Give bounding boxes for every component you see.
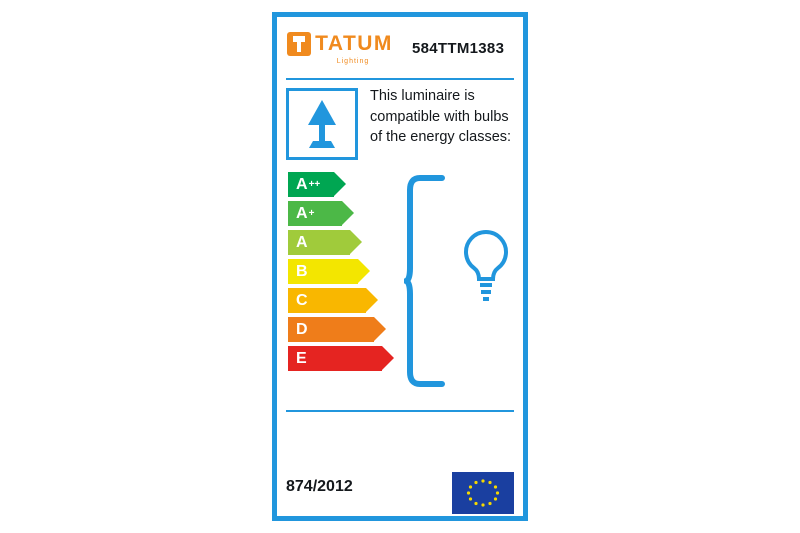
- energy-label-card: [264, 4, 536, 529]
- label-header: [284, 22, 516, 74]
- tatum-logo-icon: [287, 32, 311, 56]
- divider-bottom: [286, 410, 514, 412]
- energy-class-suffix: +: [308, 207, 315, 219]
- brand-tagline: Lighting: [336, 57, 370, 65]
- divider-top: [286, 78, 514, 80]
- energy-class-row: [288, 288, 398, 313]
- statement-text: This luminaire is compatible with bulbs of the energy classes:: [370, 88, 512, 146]
- energy-class-row: [288, 230, 398, 255]
- light-bulb-icon: [466, 232, 506, 299]
- energy-class-letter: B: [296, 262, 308, 280]
- brand-logo: [284, 32, 396, 65]
- curly-brace-icon: [406, 178, 442, 384]
- energy-class-list: [288, 172, 398, 375]
- energy-class-row: [288, 259, 398, 284]
- energy-class-letter: A: [296, 233, 308, 251]
- energy-class-row: [288, 201, 398, 226]
- energy-class-letter: C: [296, 291, 308, 309]
- energy-class-letter: A: [296, 175, 308, 193]
- label-footer: [286, 472, 514, 506]
- brand-name: TATUM: [315, 32, 393, 55]
- energy-class-row: [288, 346, 398, 371]
- energy-class-letter: E: [296, 349, 307, 367]
- brace-and-bulb: [404, 172, 514, 390]
- energy-class-suffix: ++: [308, 178, 321, 190]
- energy-class-row: [288, 317, 398, 342]
- regulation-number: 874/2012: [286, 478, 353, 495]
- energy-class-letter: A: [296, 204, 308, 222]
- eu-flag-icon: [452, 472, 514, 514]
- energy-class-row: [288, 172, 398, 197]
- compatibility-statement: [286, 88, 514, 164]
- table-lamp-icon: [286, 88, 358, 160]
- energy-class-letter: D: [296, 320, 308, 338]
- model-code: 584TTM1383: [412, 39, 505, 57]
